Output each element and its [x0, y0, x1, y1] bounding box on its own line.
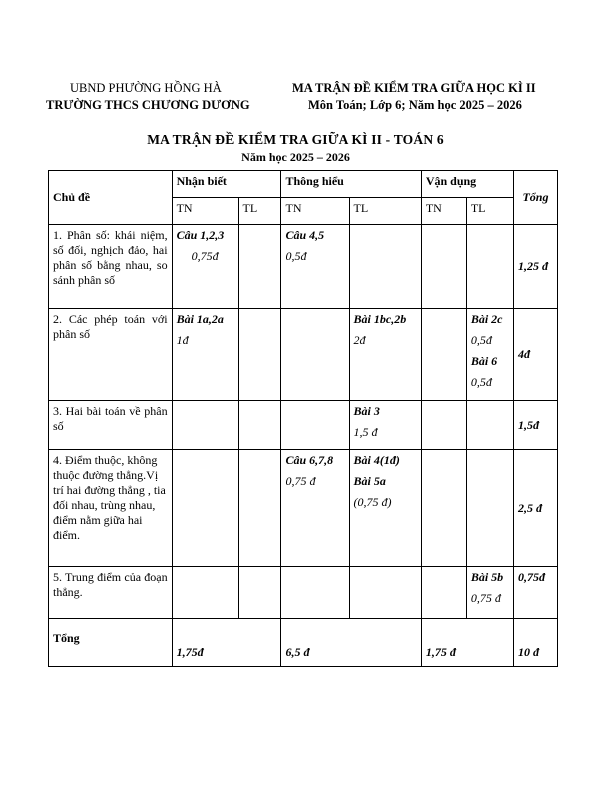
total-label: Tổng [49, 619, 173, 667]
header-topic: Chủ đề [49, 171, 173, 225]
item-ref: Bài 5b [470, 570, 504, 584]
total-van-dung: 1,75 đ [421, 619, 513, 667]
item-ref: Câu 4,5 [285, 228, 325, 242]
sub-nb-tn: TN [172, 198, 238, 225]
item-ref: Bài 1a,2a [176, 312, 224, 326]
item-score: 0,5đ [470, 375, 492, 389]
item-score: 0,5đ [470, 333, 492, 347]
vd-tl-cell [466, 309, 513, 401]
nb-tn-cell [172, 567, 238, 619]
table-row [49, 309, 558, 401]
table-row [49, 450, 558, 567]
nb-tn-cell [172, 450, 238, 567]
nb-tn-cell [172, 225, 238, 309]
nb-tl-cell [238, 225, 281, 309]
row-total: 1,5đ [513, 401, 557, 450]
item-ref: Câu 6,7,8 [285, 453, 334, 467]
item-score: (0,75 đ) [353, 495, 392, 509]
header-van-dung: Vận dụng [421, 171, 513, 198]
exam-matrix-table [48, 170, 558, 667]
topic-cell: 5. Trung điểm của đoạn thẳng. [49, 567, 173, 619]
nb-tl-cell [238, 401, 281, 450]
vd-tl-cell [466, 567, 513, 619]
total-thong-hieu: 6,5 đ [281, 619, 421, 667]
page-subtitle: Năm học 2025 – 2026 [241, 150, 350, 164]
nb-tl-cell [238, 567, 281, 619]
vd-tl-cell [466, 225, 513, 309]
item-ref: Bài 1bc,2b [353, 312, 407, 326]
vd-tn-cell [421, 309, 466, 401]
total-overall: 10 đ [513, 619, 557, 667]
grand-total-row [49, 619, 558, 667]
item-ref: Bài 5a [353, 474, 386, 488]
row-total: 0,75đ [513, 567, 557, 619]
sub-th-tn: TN [281, 198, 349, 225]
vd-tl-cell [466, 450, 513, 567]
school-authority: UBND PHƯỜNG HỒNG HÀ [70, 81, 222, 95]
th-tn-cell [281, 225, 349, 309]
nb-tl-cell [238, 450, 281, 567]
nb-tn-cell [172, 309, 238, 401]
doc-heading: MA TRẬN ĐỀ KIỂM TRA GIỮA HỌC KÌ II [292, 81, 536, 95]
item-ref: Bài 6 [470, 354, 498, 368]
nb-tn-cell [172, 401, 238, 450]
th-tl-cell [349, 309, 421, 401]
vd-tn-cell [421, 401, 466, 450]
topic-cell: 1. Phân số: khái niệm, số đối, nghịch đảo, hai phân số bằng nhau, so sánh phân số [49, 225, 173, 309]
topic-cell: 4. Điểm thuộc, không thuộc đường thẳng.Vị trí hai đường thẳng , tia đối nhau, trùng nhau, điểm nằm giữa hai điểm. [49, 450, 173, 567]
table-row [49, 401, 558, 450]
item-score: 0,75đ [191, 249, 219, 263]
row-total: 2,5 đ [513, 450, 557, 567]
item-score: 0,75 đ [285, 474, 316, 488]
school-name: TRƯỜNG THCS CHƯƠNG DƯƠNG [46, 98, 250, 112]
vd-tn-cell [421, 450, 466, 567]
item-score: 0,5đ [285, 249, 307, 263]
sub-vd-tn: TN [421, 198, 466, 225]
th-tl-cell [349, 567, 421, 619]
vd-tl-cell [466, 401, 513, 450]
item-ref: Bài 4(1đ) [353, 453, 400, 467]
th-tn-cell [281, 309, 349, 401]
total-nhan-biet: 1,75đ [172, 619, 281, 667]
sub-th-tl: TL [349, 198, 421, 225]
header-total: Tổng [513, 171, 557, 225]
item-ref: Bài 2c [470, 312, 503, 326]
header-row [49, 171, 558, 198]
vd-tn-cell [421, 567, 466, 619]
topic-cell: 3. Hai bài toán về phân số [49, 401, 173, 450]
th-tn-cell [281, 567, 349, 619]
item-score: 2đ [353, 333, 366, 347]
item-score: 1đ [176, 333, 189, 347]
page-title: MA TRẬN ĐỀ KIỂM TRA GIỮA KÌ II - TOÁN 6 [147, 132, 444, 147]
th-tn-cell [281, 450, 349, 567]
row-total: 4đ [513, 309, 557, 401]
sub-nb-tl: TL [238, 198, 281, 225]
th-tn-cell [281, 401, 349, 450]
item-score: 1,5 đ [353, 425, 378, 439]
item-score: 0,75 đ [470, 591, 501, 605]
table-row [49, 225, 558, 309]
sub-vd-tl: TL [466, 198, 513, 225]
table-row [49, 567, 558, 619]
item-ref: Bài 3 [353, 404, 380, 418]
nb-tl-cell [238, 309, 281, 401]
doc-subheading: Môn Toán; Lớp 6; Năm học 2025 – 2026 [308, 98, 522, 112]
header-thong-hieu: Thông hiểu [281, 171, 421, 198]
th-tl-cell [349, 401, 421, 450]
th-tl-cell [349, 450, 421, 567]
topic-cell: 2. Các phép toán với phân số [49, 309, 173, 401]
header-nhan-biet: Nhận biết [172, 171, 281, 198]
vd-tn-cell [421, 225, 466, 309]
th-tl-cell [349, 225, 421, 309]
row-total: 1,25 đ [513, 225, 557, 309]
item-ref: Câu 1,2,3 [176, 228, 225, 242]
